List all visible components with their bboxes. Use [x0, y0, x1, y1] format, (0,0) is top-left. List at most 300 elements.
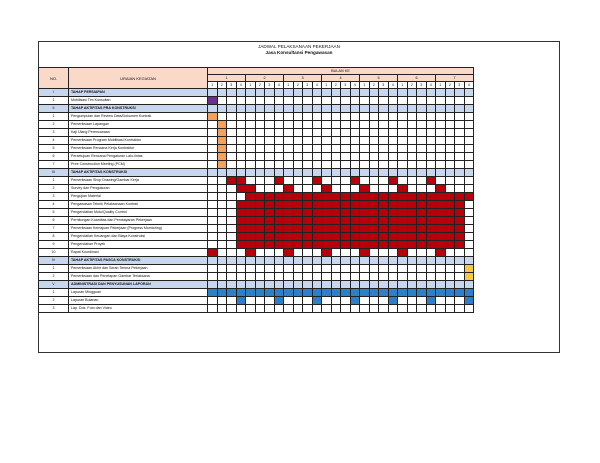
schedule-cell — [255, 105, 265, 113]
schedule-bar-cell — [388, 217, 398, 225]
schedule-cell — [227, 129, 237, 137]
row-number: 7 — [39, 161, 69, 169]
schedule-cell — [445, 265, 455, 273]
schedule-cell — [417, 257, 427, 265]
row-number: 3 — [39, 129, 69, 137]
schedule-cell — [426, 145, 436, 153]
schedule-cell — [388, 89, 398, 97]
week-header: 1 — [436, 82, 446, 89]
schedule-bar-cell — [208, 113, 218, 121]
schedule-bar-cell — [341, 217, 351, 225]
schedule-bar-cell — [312, 233, 322, 241]
schedule-cell — [255, 249, 265, 257]
schedule-bar-cell — [398, 289, 408, 297]
month-header: 2 — [246, 75, 284, 82]
schedule-cell — [341, 177, 351, 185]
activity-row — [39, 241, 474, 249]
month-header: 6 — [398, 75, 436, 82]
schedule-cell — [331, 137, 341, 145]
schedule-cell — [445, 161, 455, 169]
schedule-cell — [293, 161, 303, 169]
schedule-bar-cell — [426, 193, 436, 201]
schedule-bar-cell — [236, 233, 246, 241]
schedule-cell — [407, 121, 417, 129]
schedule-cell — [265, 113, 275, 121]
schedule-cell — [227, 305, 237, 313]
schedule-cell — [236, 113, 246, 121]
schedule-cell — [208, 297, 218, 305]
schedule-cell — [398, 89, 408, 97]
schedule-cell — [265, 121, 275, 129]
activity-row — [39, 297, 474, 305]
schedule-bar-cell — [341, 241, 351, 249]
schedule-cell — [265, 129, 275, 137]
section-row — [39, 257, 474, 265]
schedule-cell — [341, 137, 351, 145]
schedule-cell — [398, 273, 408, 281]
schedule-cell — [350, 137, 360, 145]
schedule-cell — [293, 137, 303, 145]
schedule-bar-cell — [341, 201, 351, 209]
schedule-bar-cell — [322, 209, 332, 217]
schedule-bar-cell — [303, 217, 313, 225]
schedule-cell — [341, 113, 351, 121]
schedule-bar-cell — [360, 225, 370, 233]
activity-label: Kaji Ulang Perencanaan — [69, 129, 208, 137]
schedule-bar-cell — [293, 289, 303, 297]
schedule-cell — [455, 273, 465, 281]
schedule-cell — [360, 113, 370, 121]
schedule-cell — [208, 305, 218, 313]
week-header: 3 — [455, 82, 465, 89]
schedule-cell — [341, 105, 351, 113]
row-number: II — [39, 105, 69, 113]
schedule-bar-cell — [455, 289, 465, 297]
schedule-bar-cell — [388, 241, 398, 249]
schedule-bar-cell — [360, 201, 370, 209]
schedule-cell — [322, 105, 332, 113]
schedule-cell — [293, 257, 303, 265]
schedule-cell — [227, 161, 237, 169]
schedule-bar-cell — [293, 217, 303, 225]
schedule-cell — [379, 257, 389, 265]
schedule-bar-cell — [312, 193, 322, 201]
schedule-cell — [274, 153, 284, 161]
schedule-cell — [417, 121, 427, 129]
schedule-cell — [369, 177, 379, 185]
schedule-cell — [274, 281, 284, 289]
schedule-bar-cell — [417, 289, 427, 297]
schedule-cell — [464, 257, 474, 265]
schedule-cell — [388, 105, 398, 113]
schedule-cell — [398, 105, 408, 113]
schedule-cell — [379, 185, 389, 193]
schedule-cell — [417, 153, 427, 161]
schedule-bar-cell — [360, 241, 370, 249]
row-number: 4 — [39, 201, 69, 209]
activity-row — [39, 153, 474, 161]
schedule-cell — [217, 113, 227, 121]
schedule-cell — [341, 273, 351, 281]
schedule-bar-cell — [341, 209, 351, 217]
schedule-cell — [322, 177, 332, 185]
week-header: 2 — [217, 82, 227, 89]
schedule-bar-cell — [293, 241, 303, 249]
schedule-cell — [388, 281, 398, 289]
schedule-bar-cell — [293, 233, 303, 241]
schedule-cell — [369, 153, 379, 161]
schedule-bar-cell — [236, 201, 246, 209]
schedule-cell — [445, 169, 455, 177]
schedule-bar-cell — [236, 297, 246, 305]
schedule-bar-cell — [217, 129, 227, 137]
schedule-cell — [445, 145, 455, 153]
schedule-cell — [407, 177, 417, 185]
schedule-cell — [350, 265, 360, 273]
schedule-cell — [312, 281, 322, 289]
schedule-cell — [341, 97, 351, 105]
schedule-cell — [227, 297, 237, 305]
schedule-cell — [445, 177, 455, 185]
schedule-cell — [407, 105, 417, 113]
row-number: 2 — [39, 273, 69, 281]
schedule-cell — [322, 113, 332, 121]
schedule-cell — [217, 97, 227, 105]
schedule-cell — [398, 281, 408, 289]
schedule-bar-cell — [436, 225, 446, 233]
schedule-cell — [464, 241, 474, 249]
schedule-cell — [227, 105, 237, 113]
schedule-bar-cell — [312, 209, 322, 217]
schedule-cell — [284, 121, 294, 129]
schedule-bar-cell — [407, 241, 417, 249]
schedule-cell — [426, 185, 436, 193]
schedule-bar-cell — [255, 209, 265, 217]
schedule-cell — [236, 161, 246, 169]
schedule-cell — [360, 105, 370, 113]
schedule-cell — [388, 153, 398, 161]
schedule-bar-cell — [388, 177, 398, 185]
schedule-cell — [455, 185, 465, 193]
week-header: 2 — [293, 82, 303, 89]
schedule-cell — [464, 281, 474, 289]
schedule-cell — [312, 265, 322, 273]
schedule-cell — [350, 185, 360, 193]
schedule-bar-cell — [236, 289, 246, 297]
section-title: ADMINISTRASI DAN PENYUSUNAN LAPORAN — [69, 281, 208, 289]
week-header: 4 — [350, 82, 360, 89]
schedule-table — [38, 67, 474, 313]
schedule-cell — [255, 97, 265, 105]
schedule-cell — [341, 257, 351, 265]
schedule-bar-cell — [341, 225, 351, 233]
schedule-cell — [208, 193, 218, 201]
schedule-cell — [312, 305, 322, 313]
schedule-cell — [284, 97, 294, 105]
schedule-cell — [379, 153, 389, 161]
schedule-cell — [455, 113, 465, 121]
schedule-cell — [407, 153, 417, 161]
schedule-cell — [274, 137, 284, 145]
schedule-cell — [312, 97, 322, 105]
schedule-bar-cell — [265, 209, 275, 217]
schedule-cell — [274, 185, 284, 193]
schedule-cell — [284, 161, 294, 169]
schedule-cell — [407, 129, 417, 137]
schedule-cell — [455, 177, 465, 185]
schedule-cell — [436, 169, 446, 177]
row-number: 2 — [39, 121, 69, 129]
row-number: 8 — [39, 233, 69, 241]
schedule-bar-cell — [293, 193, 303, 201]
schedule-cell — [322, 97, 332, 105]
schedule-bar-cell — [350, 201, 360, 209]
schedule-cell — [445, 305, 455, 313]
schedule-bar-cell — [255, 233, 265, 241]
schedule-bar-cell — [426, 177, 436, 185]
schedule-bar-cell — [379, 225, 389, 233]
schedule-cell — [350, 145, 360, 153]
schedule-cell — [379, 249, 389, 257]
schedule-bar-cell — [322, 241, 332, 249]
schedule-cell — [455, 97, 465, 105]
schedule-cell — [436, 97, 446, 105]
schedule-bar-cell — [445, 289, 455, 297]
schedule-cell — [436, 105, 446, 113]
schedule-cell — [246, 145, 256, 153]
schedule-bar-cell — [284, 209, 294, 217]
schedule-cell — [407, 297, 417, 305]
schedule-bar-cell — [426, 217, 436, 225]
schedule-cell — [312, 105, 322, 113]
schedule-cell — [303, 281, 313, 289]
schedule-cell — [426, 249, 436, 257]
week-header: 1 — [284, 82, 294, 89]
schedule-cell — [246, 153, 256, 161]
schedule-cell — [331, 121, 341, 129]
activity-row — [39, 233, 474, 241]
schedule-cell — [379, 113, 389, 121]
schedule-cell — [274, 97, 284, 105]
schedule-cell — [274, 113, 284, 121]
schedule-bar-cell — [236, 225, 246, 233]
schedule-bar-cell — [360, 209, 370, 217]
schedule-cell — [227, 281, 237, 289]
schedule-bar-cell — [236, 241, 246, 249]
schedule-cell — [312, 161, 322, 169]
schedule-cell — [369, 121, 379, 129]
schedule-bar-cell — [417, 201, 427, 209]
schedule-cell — [208, 257, 218, 265]
schedule-cell — [284, 129, 294, 137]
schedule-cell — [426, 129, 436, 137]
schedule-cell — [208, 209, 218, 217]
schedule-cell — [246, 297, 256, 305]
schedule-bar-cell — [303, 225, 313, 233]
schedule-bar-cell — [388, 233, 398, 241]
schedule-cell — [293, 113, 303, 121]
schedule-cell — [388, 169, 398, 177]
week-header: 3 — [303, 82, 313, 89]
schedule-cell — [274, 105, 284, 113]
month-header: 3 — [284, 75, 322, 82]
schedule-cell — [227, 233, 237, 241]
schedule-cell — [350, 161, 360, 169]
schedule-cell — [284, 305, 294, 313]
schedule-cell — [246, 281, 256, 289]
schedule-cell — [246, 265, 256, 273]
activity-label: Survey dan Pengukuran — [69, 185, 208, 193]
schedule-cell — [322, 161, 332, 169]
schedule-bar-cell — [246, 217, 256, 225]
schedule-cell — [227, 193, 237, 201]
schedule-cell — [322, 297, 332, 305]
schedule-bar-cell — [455, 217, 465, 225]
schedule-cell — [445, 153, 455, 161]
schedule-bar-cell — [284, 289, 294, 297]
schedule-cell — [236, 153, 246, 161]
schedule-bar-cell — [350, 289, 360, 297]
schedule-bar-cell — [350, 217, 360, 225]
schedule-cell — [227, 225, 237, 233]
schedule-bar-cell — [407, 233, 417, 241]
schedule-bar-cell — [255, 217, 265, 225]
schedule-bar-cell — [360, 217, 370, 225]
schedule-cell — [303, 113, 313, 121]
schedule-cell — [293, 145, 303, 153]
schedule-cell — [455, 297, 465, 305]
schedule-cell — [445, 185, 455, 193]
schedule-cell — [227, 265, 237, 273]
schedule-cell — [246, 97, 256, 105]
schedule-bar-cell — [208, 289, 218, 297]
schedule-bar-cell — [312, 289, 322, 297]
schedule-cell — [379, 97, 389, 105]
schedule-cell — [426, 305, 436, 313]
schedule-cell — [360, 297, 370, 305]
schedule-cell — [331, 113, 341, 121]
schedule-cell — [331, 273, 341, 281]
row-number: 6 — [39, 153, 69, 161]
schedule-cell — [464, 225, 474, 233]
schedule-cell — [417, 105, 427, 113]
schedule-cell — [303, 297, 313, 305]
schedule-cell — [236, 121, 246, 129]
schedule-cell — [369, 305, 379, 313]
schedule-cell — [331, 89, 341, 97]
schedule-cell — [455, 265, 465, 273]
schedule-bar-cell — [398, 225, 408, 233]
schedule-bar-cell — [426, 289, 436, 297]
schedule-bar-cell — [350, 241, 360, 249]
row-number: 1 — [39, 97, 69, 105]
schedule-cell — [445, 273, 455, 281]
schedule-cell — [331, 129, 341, 137]
schedule-bar-cell — [388, 297, 398, 305]
schedule-cell — [350, 305, 360, 313]
schedule-cell — [455, 153, 465, 161]
schedule-cell — [388, 137, 398, 145]
schedule-cell — [208, 129, 218, 137]
schedule-cell — [331, 169, 341, 177]
schedule-cell — [426, 281, 436, 289]
schedule-cell — [379, 145, 389, 153]
schedule-cell — [464, 209, 474, 217]
schedule-cell — [331, 305, 341, 313]
activity-row — [39, 145, 474, 153]
schedule-cell — [284, 257, 294, 265]
schedule-cell — [417, 145, 427, 153]
week-header: 3 — [341, 82, 351, 89]
schedule-cell — [417, 161, 427, 169]
week-header: 2 — [331, 82, 341, 89]
schedule-cell — [369, 105, 379, 113]
schedule-cell — [464, 217, 474, 225]
activity-row — [39, 225, 474, 233]
schedule-bar-cell — [426, 297, 436, 305]
schedule-cell — [208, 281, 218, 289]
schedule-bar-cell — [455, 225, 465, 233]
schedule-cell — [265, 185, 275, 193]
schedule-bar-cell — [246, 193, 256, 201]
schedule-cell — [227, 145, 237, 153]
schedule-bar-cell — [388, 225, 398, 233]
schedule-bar-cell — [303, 209, 313, 217]
schedule-cell — [303, 137, 313, 145]
schedule-bar-cell — [369, 225, 379, 233]
schedule-bar-cell — [455, 201, 465, 209]
schedule-bar-cell — [388, 289, 398, 297]
schedule-cell — [341, 121, 351, 129]
schedule-cell — [293, 177, 303, 185]
schedule-cell — [350, 249, 360, 257]
activity-row — [39, 113, 474, 121]
row-number: 3 — [39, 305, 69, 313]
schedule-cell — [208, 169, 218, 177]
schedule-cell — [464, 185, 474, 193]
schedule-cell — [360, 129, 370, 137]
schedule-cell — [217, 265, 227, 273]
schedule-cell — [312, 137, 322, 145]
schedule-cell — [407, 161, 417, 169]
schedule-cell — [236, 249, 246, 257]
schedule-cell — [350, 121, 360, 129]
schedule-cell — [284, 145, 294, 153]
schedule-cell — [208, 201, 218, 209]
schedule-cell — [388, 113, 398, 121]
schedule-cell — [208, 121, 218, 129]
section-title: TAHAP AKTIFITAS PRA KONSTRUKSI — [69, 105, 208, 113]
schedule-cell — [322, 145, 332, 153]
schedule-cell — [208, 89, 218, 97]
schedule-bar-cell — [284, 225, 294, 233]
schedule-bar-cell — [331, 289, 341, 297]
schedule-cell — [360, 153, 370, 161]
schedule-cell — [341, 305, 351, 313]
schedule-cell — [455, 161, 465, 169]
schedule-cell — [455, 89, 465, 97]
schedule-bar-cell — [322, 249, 332, 257]
activity-row — [39, 185, 474, 193]
schedule-cell — [417, 265, 427, 273]
schedule-cell — [350, 281, 360, 289]
schedule-cell — [350, 153, 360, 161]
schedule-cell — [379, 305, 389, 313]
row-number: V — [39, 281, 69, 289]
schedule-bar-cell — [464, 297, 474, 305]
schedule-bar-cell — [369, 233, 379, 241]
schedule-cell — [407, 113, 417, 121]
